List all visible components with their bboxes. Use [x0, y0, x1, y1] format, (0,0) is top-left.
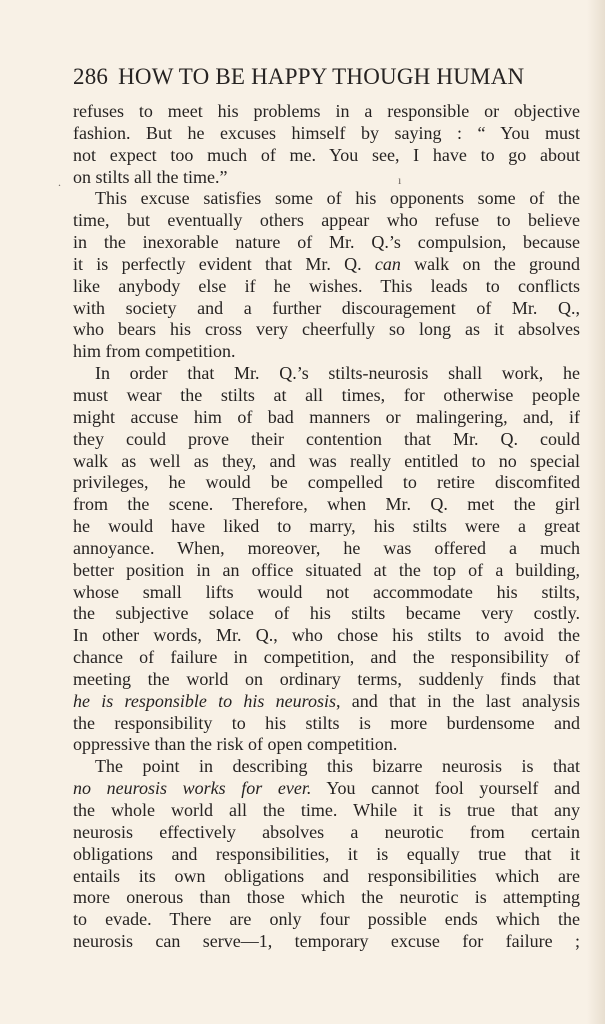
text-segment: whose small lifts would not accommodate his stilts, — [73, 581, 580, 602]
italic-text: no neurosis works for ever. — [73, 778, 312, 799]
text-segment: better position in an office situated at the top of a building, — [73, 559, 580, 580]
text-line — [73, 254, 580, 276]
text-segment: more onerous than those which the neurotic is attempting — [73, 887, 580, 908]
text-line — [73, 866, 580, 888]
text-segment: walk as well as they, and was really entitled to no special — [73, 450, 580, 471]
text-segment: You cannot fool yourself and — [311, 778, 580, 799]
text-segment: walk on the ground — [400, 253, 580, 274]
text-segment: In other words, Mr. Q., who chose his stilts to avoid the — [73, 625, 580, 646]
text-segment: neurosis can serve—1, temporary excuse for failure ; — [73, 931, 580, 952]
text-line — [73, 560, 580, 582]
text-line — [73, 887, 580, 909]
text-line — [73, 494, 580, 516]
text-line — [73, 931, 580, 953]
text-line — [73, 713, 580, 735]
text-segment: with society and a further discouragement of Mr. Q., — [73, 297, 580, 318]
text-segment: neurosis effectively absolves a neurotic from certain — [73, 821, 580, 842]
text-segment: to evade. There are only four possible ends which the — [73, 909, 580, 930]
text-line — [73, 210, 580, 232]
text-line — [73, 167, 580, 189]
italic-text: he is responsible to his neurosis — [73, 690, 336, 711]
text-segment: the responsibility to his stilts is more burdensome and — [73, 712, 580, 733]
text-segment: the whole world all the time. While it is true that any — [73, 800, 580, 820]
text-line — [73, 647, 580, 669]
text-segment: chance of failure in competition, and the responsibility of — [73, 647, 580, 668]
text-line — [73, 276, 580, 298]
text-segment: it is perfectly evident that Mr. Q. — [73, 253, 375, 274]
text-segment: privileges, he would be compelled to retire discomfited — [73, 472, 580, 493]
text-line — [73, 734, 580, 756]
text-line — [73, 341, 580, 363]
running-title: HOW TO BE HAPPY THOUGH HUMAN — [118, 64, 525, 89]
text-line — [73, 800, 580, 822]
text-line — [73, 582, 580, 604]
text-line — [73, 909, 580, 931]
text-segment: not expect too much of me. You see, I have to go about — [73, 144, 580, 165]
text-segment: on stilts all the time.” — [73, 166, 228, 187]
text-segment: oppressive than the risk of open competition. — [73, 734, 398, 755]
text-segment: like anybody else if he wishes. This leads to conflicts — [73, 275, 580, 296]
text-segment: fashion. But he excuses himself by saying : “ You must — [73, 122, 580, 143]
text-line — [73, 123, 580, 145]
text-line — [73, 451, 580, 473]
text-line — [73, 407, 580, 429]
text-segment: might accuse him of bad manners or malingering, and, if — [73, 406, 580, 427]
text-line — [73, 822, 580, 844]
text-segment: in the inexorable nature of Mr. Q.’s compulsion, because — [73, 232, 580, 253]
text-line — [73, 538, 580, 560]
text-line — [73, 516, 580, 538]
text-line — [73, 756, 580, 778]
text-segment: obligations and responsibilities, it is equally true that it — [73, 843, 580, 864]
text-segment: from the scene. Therefore, when Mr. Q. met the girl — [73, 494, 580, 515]
text-line — [73, 669, 580, 691]
text-segment: annoyance. When, moreover, he was offered a much — [73, 537, 580, 558]
stray-mark: ı — [398, 173, 402, 187]
text-line — [73, 691, 580, 713]
text-segment: time, but eventually others appear who refuse to believe — [73, 210, 580, 231]
text-line — [73, 603, 580, 625]
text-line — [73, 363, 580, 385]
text-segment: they could prove their contention that Mr. Q. could — [73, 428, 580, 449]
text-line — [73, 385, 580, 407]
text-line — [73, 778, 580, 800]
text-line — [73, 188, 580, 210]
text-segment: must wear the stilts at all times, for otherwise people — [73, 384, 580, 405]
page-header — [73, 64, 585, 98]
stray-mark: . — [58, 175, 61, 189]
page-number: 286 — [73, 64, 109, 89]
text-segment: , and that in the last analysis — [335, 690, 580, 711]
text-line — [73, 101, 580, 123]
text-segment: The point in describing this bizarre neurosis is that — [95, 756, 580, 777]
text-line — [73, 844, 580, 866]
text-segment: he would have liked to marry, his stilts were a great — [73, 516, 580, 537]
text-segment: refuses to meet his problems in a responsible or objective — [73, 101, 580, 121]
text-line — [73, 232, 580, 254]
text-segment: entails its own obligations and responsibilities which are — [73, 865, 580, 886]
text-segment: In order that Mr. Q.’s stilts-neurosis shall work, he — [95, 363, 580, 384]
body-text — [73, 101, 580, 953]
italic-text: can — [374, 253, 401, 274]
text-segment: the subjective solace of his stilts became very costly. — [73, 603, 580, 624]
text-line — [73, 429, 580, 451]
text-segment: This excuse satisfies some of his opponents some of the — [95, 188, 580, 209]
text-line — [73, 625, 580, 647]
text-line — [73, 472, 580, 494]
text-segment: meeting the world on ordinary terms, suddenly finds that — [73, 668, 580, 689]
text-segment: who bears his cross very cheerfully so long as it absolves — [73, 319, 580, 340]
text-line — [73, 319, 580, 341]
text-line — [73, 298, 580, 320]
text-segment: him from competition. — [73, 341, 236, 362]
binding-shadow — [587, 0, 605, 1024]
text-line — [73, 145, 580, 167]
